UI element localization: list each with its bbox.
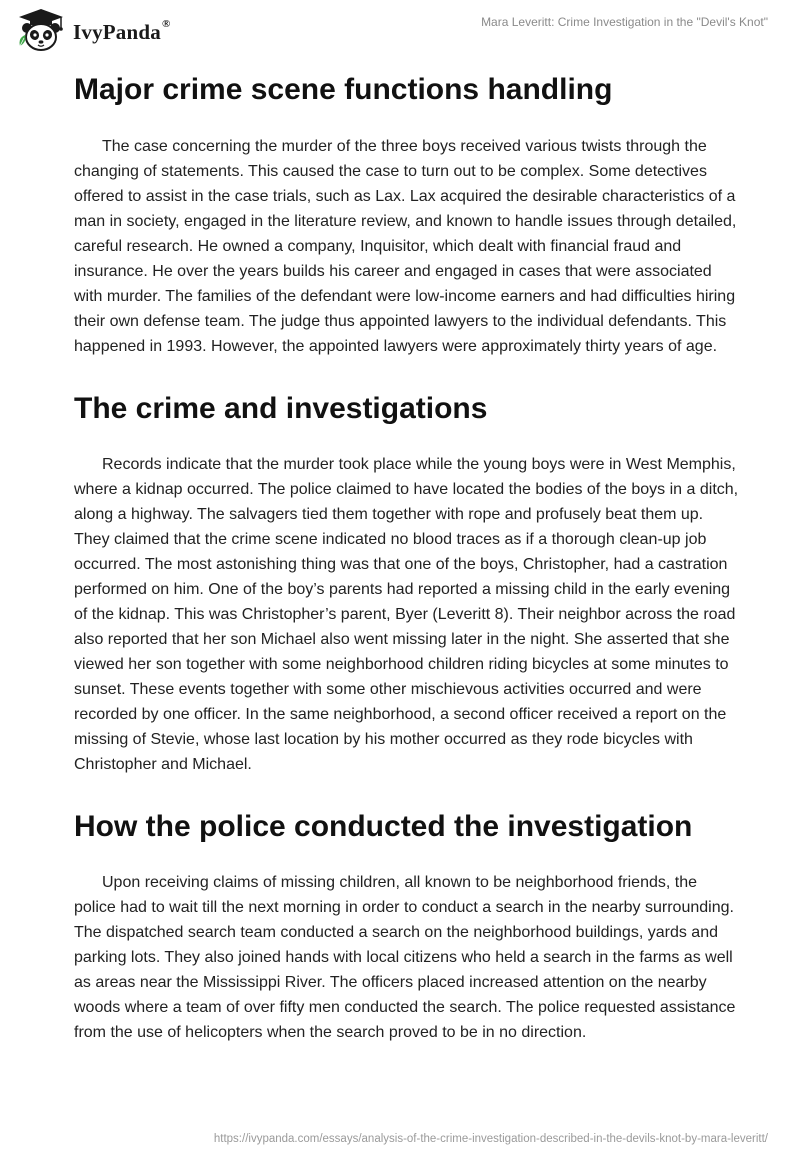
brand-name [73,17,171,45]
registered-mark: ® [161,17,171,30]
document-title: Mara Leveritt: Crime Investigation in the "Devil's Knot" [481,15,768,29]
brand-text: IvyPanda [73,19,161,44]
page-header [0,0,800,60]
source-url[interactable]: https://ivypanda.com/essays/analysis-of-the-crime-investigation-described-in-the-devils-knot-by-mara-leveritt/ [213,1133,768,1145]
section-heading: How the police conducted the investigation [74,810,693,843]
section-paragraph: The case concerning the murder of the three boys received various twists through the changing of statements. This caused the case to turn out to be complex. Some detectives offered to assist in the case trials, such as Lax. Lax acquired the desirable characteristics of a man in society, engaged in the literature review, and known to handle issues through detailed, careful research. He owned a company, Inquisitor, which dealt with financial fraud and insurance. He over the years builds his career and engaged in cases that were associated with murder. The families of the defendant were low-income earners and had difficulties hiring their own defense team. The judge thus appointed lawyers to the individual defendants. This happened in 1993. However, the appointed lawyers were approximately thirty years of age. [74,138,737,355]
panda-graduate-icon [16,8,66,52]
essay-content [74,70,740,1045]
section-crime-investigations [74,389,740,777]
section-major-crime-scene [74,70,740,359]
ivypanda-logo[interactable] [16,8,170,52]
section-police-investigation [74,807,740,1045]
section-paragraph: Upon receiving claims of missing children, all known to be neighborhood friends, the police had to wait till the next morning in order to conduct a search in the nearby surrounding. The dispatched search team conducted a search on the neighborhood buildings, yards and parking lots. They also joined hands with local citizens who held a search in the farms as well as areas near the Mississippi River. The officers placed increased attention on the nearby woods where a team of over fifty men conducted the search. The police requested assistance from the use of helicopters when the search proved to be in no direction. [74,874,736,1041]
section-heading: The crime and investigations [74,392,488,425]
section-paragraph: Records indicate that the murder took place while the young boys were in West Memphis, where a kidnap occurred. The police claimed to have located the bodies of the boys in a ditch, along a highway. The salvagers tied them together with rope and profusely beat them up. They claimed that the crime scene indicated no blood traces as if a thorough clean-up job occurred. The most astonishing thing was that one of the boys, Christopher, had a castration performed on him. One of the boy’s parents had reported a missing child in the early evening of the kidnap. This was Christopher’s parent, Byer (Leveritt 8). Their neighbor across the road also reported that her son Michael also went missing later in the night. She asserted that she viewed her son together with some neighborhood children riding bicycles at some minutes to sunset. These events together with some other mischievous activities occurred and were recorded by one officer. In the same neighborhood, a second officer received a report on the missing of Stevie, whose last location by his mother occurred as they rode bicycles with Christopher and Michael. [74,456,739,773]
section-heading: Major crime scene functions handling [74,73,613,106]
